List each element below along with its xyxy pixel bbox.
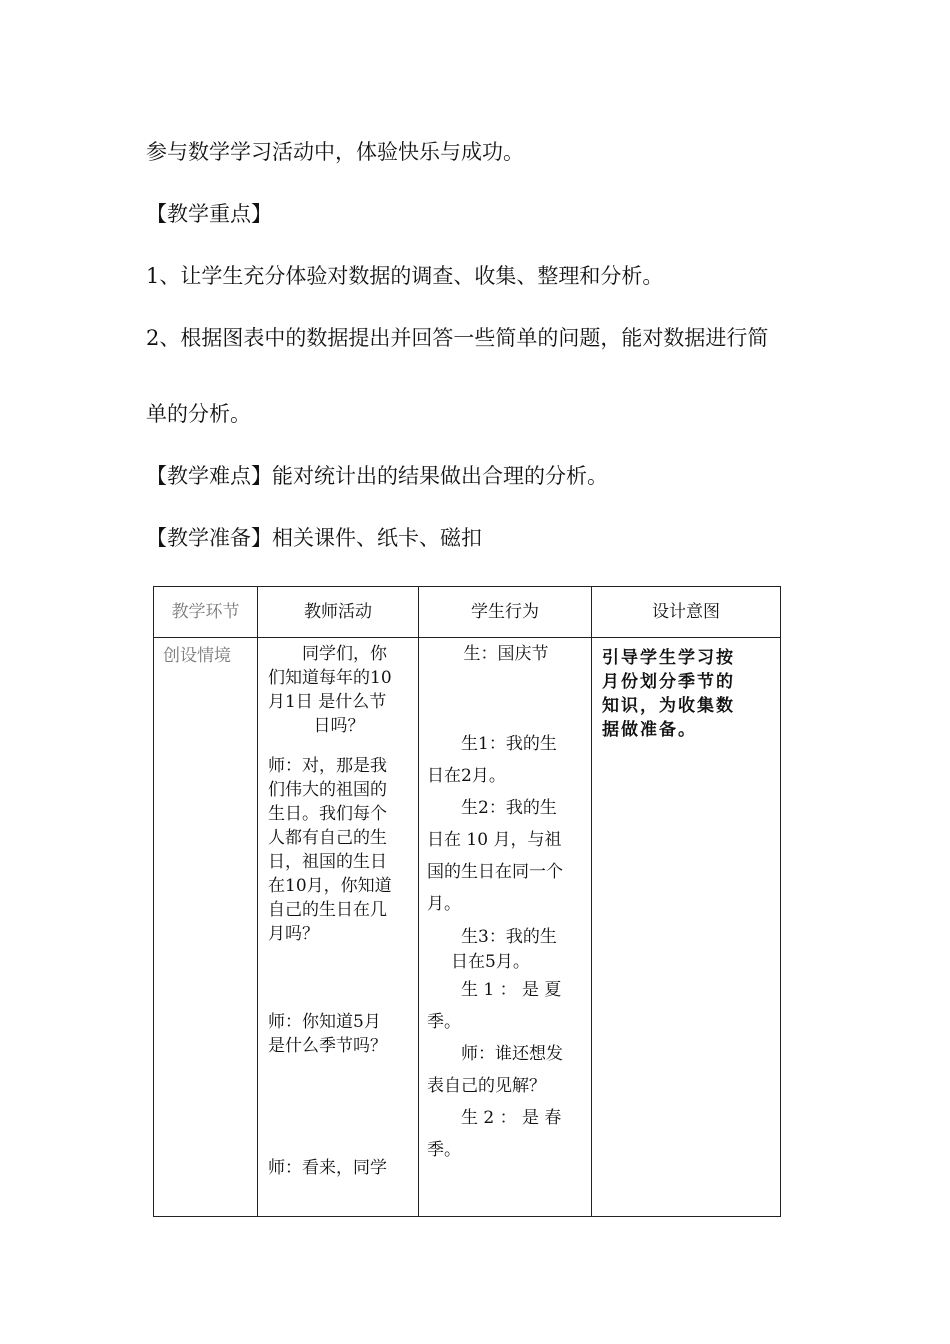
student-line: 表自己的见解？	[427, 1076, 546, 1096]
header-stage: 教学环节	[154, 587, 258, 638]
teacher-line: 自己的生日在几	[268, 900, 387, 920]
student-line: 季。	[427, 1012, 461, 1032]
student-line: 生：国庆节	[463, 644, 549, 664]
preparation-paragraph: 【教学准备】相关课件、纸卡、磁扣	[146, 526, 482, 550]
teacher-line: 同学们，你	[302, 644, 387, 664]
intro-paragraph: 参与数学学习活动中，体验快乐与成功。	[146, 140, 524, 164]
intent-line: 月份划分季节的	[602, 672, 735, 692]
student-line: 月。	[427, 894, 461, 914]
difficulty-paragraph: 【教学难点】能对统计出的结果做出合理的分析。	[146, 464, 608, 488]
teacher-line: 们知道每年的10	[268, 668, 392, 688]
student-line: 季。	[427, 1140, 461, 1160]
student-behavior-cell	[419, 638, 592, 1217]
teacher-line: 人都有自己的生	[268, 828, 387, 848]
teacher-line: 月吗？	[268, 924, 319, 944]
student-line: 日在5月。	[451, 952, 530, 972]
design-intent-cell	[592, 638, 781, 1217]
teacher-line: 日，祖国的生日	[268, 852, 387, 872]
student-line: 生2：我的生	[461, 798, 557, 818]
key-point-2-continued: 单的分析。	[146, 402, 251, 426]
section-heading-key-points: 【教学重点】	[146, 202, 272, 226]
key-point-2: 2、根据图表中的数据提出并回答一些简单的问题，能对数据进行简	[146, 326, 769, 350]
teacher-line: 师：你知道5月	[268, 1012, 381, 1032]
intent-line: 引导学生学习按	[602, 648, 735, 668]
student-line: 生 2 ： 是 春	[461, 1108, 562, 1128]
teacher-line: 师：对，那是我	[268, 756, 387, 776]
header-design-intent: 设计意图	[592, 587, 781, 638]
teacher-line: 月1日 是什么节	[268, 692, 387, 712]
stage-cell	[154, 638, 258, 1217]
student-line: 日在2月。	[427, 766, 506, 786]
student-line: 国的生日在同一个	[427, 862, 563, 882]
teacher-line: 在10月，你知道	[268, 876, 392, 896]
table-header-row	[154, 587, 781, 638]
teacher-line: 们伟大的祖国的	[268, 780, 387, 800]
student-line: 生 1 ： 是 夏	[461, 980, 562, 1000]
intent-line: 据做准备。	[602, 720, 697, 740]
header-student-behavior: 学生行为	[419, 587, 592, 638]
student-line: 日在 10 月，与祖	[427, 830, 562, 850]
student-line: 师：谁还想发	[461, 1044, 563, 1064]
header-teacher-activity: 教师活动	[258, 587, 419, 638]
stage-label: 创设情境	[163, 646, 231, 666]
student-line: 生3：我的生	[461, 927, 557, 947]
teacher-line: 生日。我们每个	[268, 804, 387, 824]
teacher-line: 师：看来，同学	[268, 1158, 387, 1178]
student-line: 生1：我的生	[461, 734, 557, 754]
key-point-1: 1、让学生充分体验对数据的调查、收集、整理和分析。	[146, 264, 664, 288]
teacher-line: 是什么季节吗？	[268, 1036, 387, 1056]
teacher-activity-cell	[258, 638, 419, 1217]
teacher-line: 日吗？	[313, 716, 365, 736]
intent-line: 知识，为收集数	[602, 696, 735, 716]
table-row	[154, 638, 781, 1217]
lesson-plan-table	[153, 586, 781, 1217]
